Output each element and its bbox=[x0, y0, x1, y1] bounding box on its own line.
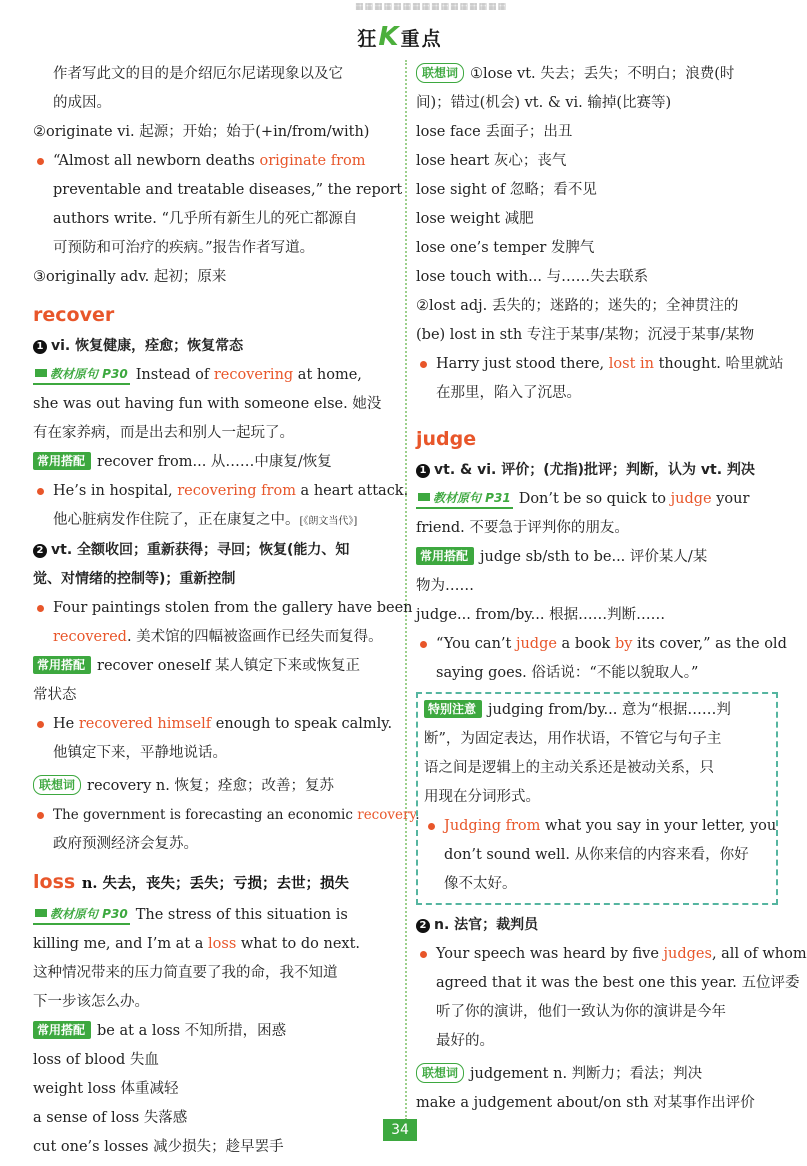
source-tag: 教材原句 P31 bbox=[416, 489, 513, 509]
collocation-item: cut one’s losses 减少损失；趁早罢手 bbox=[33, 1139, 284, 1155]
text-line: 作者写此文的目的是介绍厄尔尼诺现象以及它 bbox=[53, 66, 343, 82]
collocation-item: (be) lost in sth 专注于某事/某物；沉浸于某事/某物 bbox=[416, 327, 755, 343]
source-tag: 教材原句 P30 bbox=[33, 365, 130, 385]
column-divider bbox=[405, 60, 407, 1120]
collocation-item: judge... from/by... 根据……判断…… bbox=[416, 607, 666, 623]
collocation-tag: 常用搭配 bbox=[33, 656, 91, 674]
text-line: recovered. 美术馆的四幅被盗画作已经失而复得。 bbox=[53, 629, 383, 645]
text-line: 可预防和可治疗的疾病。”报告作者写道。 bbox=[53, 240, 315, 256]
example-sentence: The government is forecasting an economic recovery. bbox=[33, 801, 393, 830]
page-header bbox=[0, 0, 800, 54]
association-tag: 联想词 bbox=[416, 1063, 464, 1083]
sense-2: 2 vt. 全额收回；重新获得；寻回；恢复(能力、知 bbox=[33, 536, 393, 565]
collocation-item: lose one’s temper 发脾气 bbox=[416, 240, 595, 256]
entry-originate: ②originate vi. 起源；开始；始于(+in/from/with) bbox=[33, 124, 370, 140]
text-line: 最好的。 bbox=[436, 1033, 494, 1049]
entry-originally: ③originally adv. 起初；原来 bbox=[33, 269, 227, 285]
text-line: 政府预测经济会复苏。 bbox=[53, 836, 198, 852]
association: 联想词 ①lose vt. 失去；丢失；不明白；浪费(时 bbox=[416, 60, 778, 89]
text-line: 下一步该怎么办。 bbox=[33, 994, 149, 1010]
text-line: friend. 不要急于评判你的朋友。 bbox=[416, 520, 629, 536]
text-line: 他心脏病发作住院了，正在康复之中。[《朗文当代》] bbox=[53, 512, 358, 528]
example-sentence: He recovered himself enough to speak calmly. bbox=[33, 710, 393, 739]
text-line: she was out having fun with someone else. 她没 bbox=[33, 396, 382, 412]
sense-2-cont: 觉、对情绪的控制等)；重新控制 bbox=[33, 571, 236, 587]
collocation: 常用搭配 recover from... 从……中康复/恢复 bbox=[33, 448, 393, 477]
source-sentence: 教材原句 P30 Instead of recovering at home, bbox=[33, 361, 393, 390]
collocation-item: lose face 丢面子；出丑 bbox=[416, 124, 573, 140]
headword-recover: recover bbox=[33, 304, 115, 326]
note-line: 特别注意 judging from/by... 意为“根据……判 bbox=[424, 696, 776, 725]
text-line: killing me, and I’m at a loss what to do next. bbox=[33, 936, 361, 952]
text-line: 有在家养病，而是出去和别人一起玩了。 bbox=[33, 425, 294, 441]
collocation-tag: 常用搭配 bbox=[33, 452, 91, 470]
note-tag: 特别注意 bbox=[424, 700, 482, 718]
headword-judge: judge bbox=[416, 428, 477, 450]
text-line: 物为…… bbox=[416, 578, 474, 594]
sense-1: 1 vi. 恢复健康，痊愈；恢复常态 bbox=[33, 332, 393, 361]
collocation-item: weight loss 体重减轻 bbox=[33, 1081, 179, 1097]
text-line: authors write. “几乎所有新生儿的死亡都源自 bbox=[53, 211, 358, 227]
collocation: 常用搭配 recover oneself 某人镇定下来或恢复正 bbox=[33, 652, 393, 681]
collocation-tag: 常用搭配 bbox=[33, 1021, 91, 1039]
headword-loss: loss n. 失去，丧失；丢失；亏损；去世；损失 bbox=[33, 871, 349, 893]
collocation-item: lose touch with... 与……失去联系 bbox=[416, 269, 649, 285]
text-line: preventable and treatable diseases,” the report bbox=[53, 182, 403, 198]
text-line: 听了你的演讲，他们一致认为你的演讲是今年 bbox=[436, 1004, 726, 1020]
collocation-item: lose sight of 忽略；看不见 bbox=[416, 182, 597, 198]
text-line: 间)；错过(机会) vt. & vi. 输掉(比赛等) bbox=[416, 95, 672, 111]
note-line: 语之间是逻辑上的主动关系还是被动关系，只 bbox=[424, 760, 714, 776]
text-line: 在那里，陷入了沉思。 bbox=[436, 385, 581, 401]
collocation-item: make a judgement about/on sth 对某事作出评价 bbox=[416, 1095, 755, 1111]
source-sentence: 教材原句 P31 Don’t be so quick to judge your bbox=[416, 485, 778, 514]
source-tag: 教材原句 P30 bbox=[33, 905, 130, 925]
text-line: 像不太好。 bbox=[444, 876, 517, 892]
text-line: 的成因。 bbox=[53, 95, 111, 111]
sense-2: 2 n. 法官；裁判员 bbox=[416, 911, 778, 940]
note-line: 断”，为固定表达，用作状语，不管它与句子主 bbox=[424, 731, 722, 747]
text-line: 常状态 bbox=[33, 687, 77, 703]
special-note-box bbox=[416, 692, 778, 905]
page-number: 34 bbox=[383, 1119, 417, 1141]
example-sentence: Judging from what you say in your letter, you bbox=[424, 812, 776, 841]
example-sentence: Four paintings stolen from the gallery have been bbox=[33, 594, 393, 623]
right-column bbox=[416, 60, 807, 1118]
text-line: 他镇定下来，平静地说话。 bbox=[53, 745, 227, 761]
text-line: don’t sound well. 从你来信的内容来看，你好 bbox=[444, 847, 749, 863]
collocation: 常用搭配 judge sb/sth to be... 评价某人/某 bbox=[416, 543, 778, 572]
collocation: 常用搭配 be at a loss 不知所措，困惑 bbox=[33, 1017, 393, 1046]
entry-lost: ②lost adj. 丢失的；迷路的；迷失的；全神贯注的 bbox=[416, 298, 739, 314]
header-decoration: ▦▦▦▦▦▦▦▦▦▦▦▦▦▦▦▦ bbox=[355, 2, 508, 12]
association: 联想词 recovery n. 恢复；痊愈；改善；复苏 bbox=[33, 772, 393, 801]
association-tag: 联想词 bbox=[416, 63, 464, 83]
example-sentence: Your speech was heard by five judges, all of whom bbox=[416, 940, 778, 969]
header-title: 狂K重点 bbox=[357, 22, 443, 52]
text-line: saying goes. 俗话说：“不能以貌取人。” bbox=[436, 665, 699, 681]
collocation-item: a sense of loss 失落感 bbox=[33, 1110, 188, 1126]
collocation-tag: 常用搭配 bbox=[416, 547, 474, 565]
text-line: agreed that it was the best one this year. 五位评委 bbox=[436, 975, 800, 991]
note-line: 用现在分词形式。 bbox=[424, 789, 540, 805]
association: 联想词 judgement n. 判断力；看法；判决 bbox=[416, 1060, 778, 1089]
example-sentence: “You can’t judge a book by its cover,” as the old bbox=[416, 630, 778, 659]
association-tag: 联想词 bbox=[33, 775, 81, 795]
collocation-item: lose heart 灰心；丧气 bbox=[416, 153, 567, 169]
text-line: 这种情况带来的压力简直要了我的命，我不知道 bbox=[33, 965, 338, 981]
sense-1: 1 vt. & vi. 评价；(尤指)批评；判断，认为 vt. 判决 bbox=[416, 456, 778, 485]
collocation-item: loss of blood 失血 bbox=[33, 1052, 159, 1068]
example-sentence: “Almost all newborn deaths originate from bbox=[33, 147, 393, 176]
example-sentence: He’s in hospital, recovering from a heart attack. bbox=[33, 477, 393, 506]
example-sentence: Harry just stood there, lost in thought. 哈里就站 bbox=[416, 350, 778, 379]
collocation-item: lose weight 减肥 bbox=[416, 211, 534, 227]
source-sentence: 教材原句 P30 The stress of this situation is bbox=[33, 901, 393, 930]
